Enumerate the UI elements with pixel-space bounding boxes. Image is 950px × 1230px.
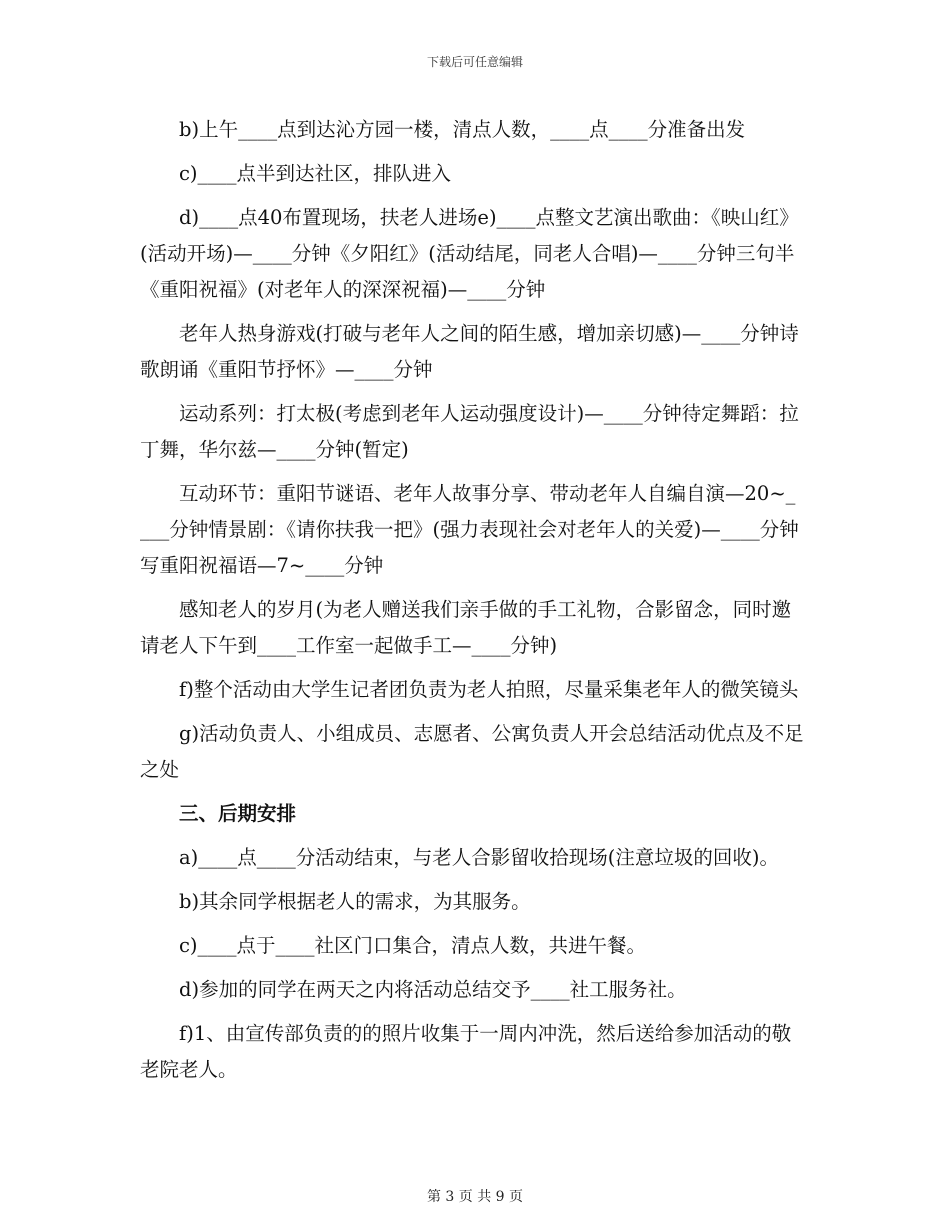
paragraph: a)____点____分活动结束，与老人合影留收拾现场(注意垃圾的回收)。 <box>179 846 779 869</box>
paragraph: d)参加的同学在两天之内将活动总结交予____社工服务社。 <box>179 978 687 1001</box>
paragraph: d)____点40布置现场，扶老人进场e)____点整文艺演出歌曲：《映山红》(活动开场)—____分钟《夕阳红》(活动结尾，同老人合唱)—____分钟三句半《重阳祝福》(对老年人的深深祝福)—____分钟 <box>140 206 799 301</box>
document-body <box>140 112 805 1096</box>
paragraph: b)上午____点到达沁方园一楼，清点人数，____点____分准备出发 <box>179 118 746 141</box>
paragraph: 互动环节：重阳节谜语、老年人故事分享、带动老年人自编自演—20~____分钟情景剧：《请你扶我一把》(强力表现社会对老年人的关爱)—____分钟写重阳祝福语—7~____分钟 <box>140 482 799 577</box>
paragraph: c)____点于____社区门口集合，清点人数，共进午餐。 <box>179 934 647 957</box>
paragraph: 运动系列：打太极(考虑到老年人运动强度设计)—____分钟待定舞蹈：拉丁舞，华尔兹—____分钟(暂定) <box>140 402 799 461</box>
paragraph: c)____点半到达社区，排队进入 <box>179 162 452 185</box>
paragraph: b)其余同学根据老人的需求，为其服务。 <box>179 890 531 913</box>
paragraph: f)1、由宣传部负责的的照片收集于一周内冲洗，然后送给参加活动的敬老院老人。 <box>140 1022 792 1081</box>
paragraph: f)整个活动由大学生记者团负责为老人拍照，尽量采集老年人的微笑镜头 <box>179 678 799 701</box>
paragraph: 老年人热身游戏(打破与老年人之间的陌生感，增加亲切感)—____分钟诗歌朗诵《重阳节抒怀》—____分钟 <box>140 322 799 381</box>
page-number: 第 3 页 共 9 页 <box>426 1189 524 1205</box>
paragraph: g)活动负责人、小组成员、志愿者、公寓负责人开会总结活动优点及不足之处 <box>140 722 804 781</box>
paragraph: 感知老人的岁月(为老人赠送我们亲手做的手工礼物，合影留念，同时邀请老人下午到____工作室一起做手工—____分钟) <box>140 598 792 657</box>
section-heading: 三、后期安排 <box>179 802 297 825</box>
page-header: 下载后可任意编辑 <box>426 55 523 69</box>
